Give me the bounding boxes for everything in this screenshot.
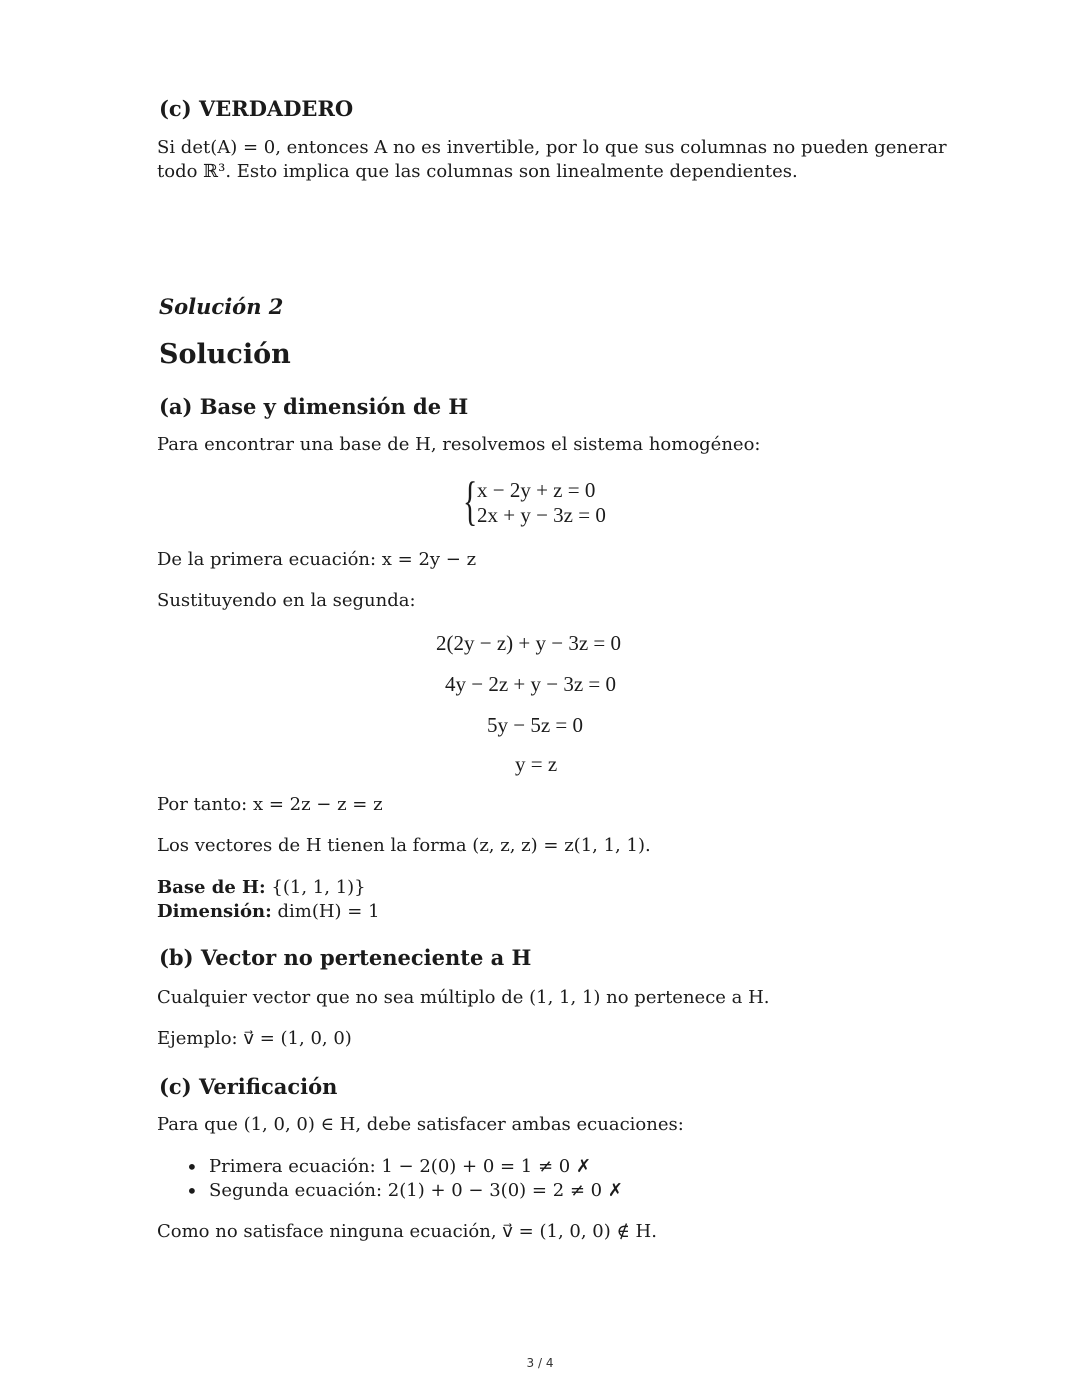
bullet-icon: • <box>186 1155 198 1179</box>
derivation-step-4: y = z <box>515 752 558 776</box>
section-heading-a: (a) Base y dimensión de H <box>159 394 469 419</box>
section-heading-c-verdadero: (c) VERDADERO <box>159 96 354 121</box>
list-item: Segunda ecuación: 2(1) + 0 − 3(0) = 2 ≠ 0 ✗ <box>209 1180 623 1201</box>
paragraph-conclusion: Como no satisface ninguna ecuación, v⃗ = (1, 0, 0) ∉ H. <box>157 1221 657 1242</box>
dimension-line <box>157 900 380 924</box>
page-number: 3 / 4 <box>526 1356 554 1370</box>
paragraph-substituting: Sustituyendo en la segunda: <box>157 590 416 611</box>
paragraph-b-text: Cualquier vector que no sea múltiplo de (1, 1, 1) no pertenece a H. <box>157 987 770 1008</box>
section-heading-b: (b) Vector no perteneciente a H <box>159 945 532 970</box>
brace-icon: { <box>463 471 478 531</box>
system-equation-1: x − 2y + z = 0 <box>477 478 596 502</box>
paragraph-line: todo ℝ³. Esto implica que las columnas son linealmente dependientes. <box>157 161 798 182</box>
paragraph-therefore: Por tanto: x = 2z − z = z <box>157 794 383 815</box>
derivation-step-2: 4y − 2z + y − 3z = 0 <box>445 672 617 696</box>
paragraph-line: Si det(A) = 0, entonces A no es invertible, por lo que sus columnas no pueden generar <box>157 137 947 158</box>
derivation-step-3: 5y − 5z = 0 <box>487 713 584 737</box>
list-item: Primera ecuación: 1 − 2(0) + 0 = 1 ≠ 0 ✗ <box>209 1156 592 1177</box>
dimension-label: Dimensión: <box>157 901 272 922</box>
paragraph-c-intro: Para que (1, 0, 0) ∈ H, debe satisfacer ambas ecuaciones: <box>157 1114 684 1135</box>
paragraph-intro: Para encontrar una base de H, resolvemos el sistema homogéneo: <box>157 434 761 455</box>
base-value: {(1, 1, 1)} <box>271 877 366 898</box>
base-line <box>157 876 366 900</box>
paragraph-example: Ejemplo: v⃗ = (1, 0, 0) <box>157 1028 352 1049</box>
base-label: Base de H: <box>157 877 266 898</box>
solution-title: Solución <box>159 339 291 370</box>
solution-label: Solución 2 <box>159 294 284 319</box>
paragraph-first-equation: De la primera ecuación: x = 2y − z <box>157 549 477 570</box>
system-equation-2: 2x + y − 3z = 0 <box>477 503 606 527</box>
paragraph-vectors-form: Los vectores de H tienen la forma (z, z, z) = z(1, 1, 1). <box>157 835 651 856</box>
bullet-icon: • <box>186 1179 198 1203</box>
dimension-value: dim(H) = 1 <box>277 901 380 922</box>
derivation-step-1: 2(2y − z) + y − 3z = 0 <box>436 631 622 655</box>
section-heading-c: (c) Verificación <box>159 1074 338 1099</box>
